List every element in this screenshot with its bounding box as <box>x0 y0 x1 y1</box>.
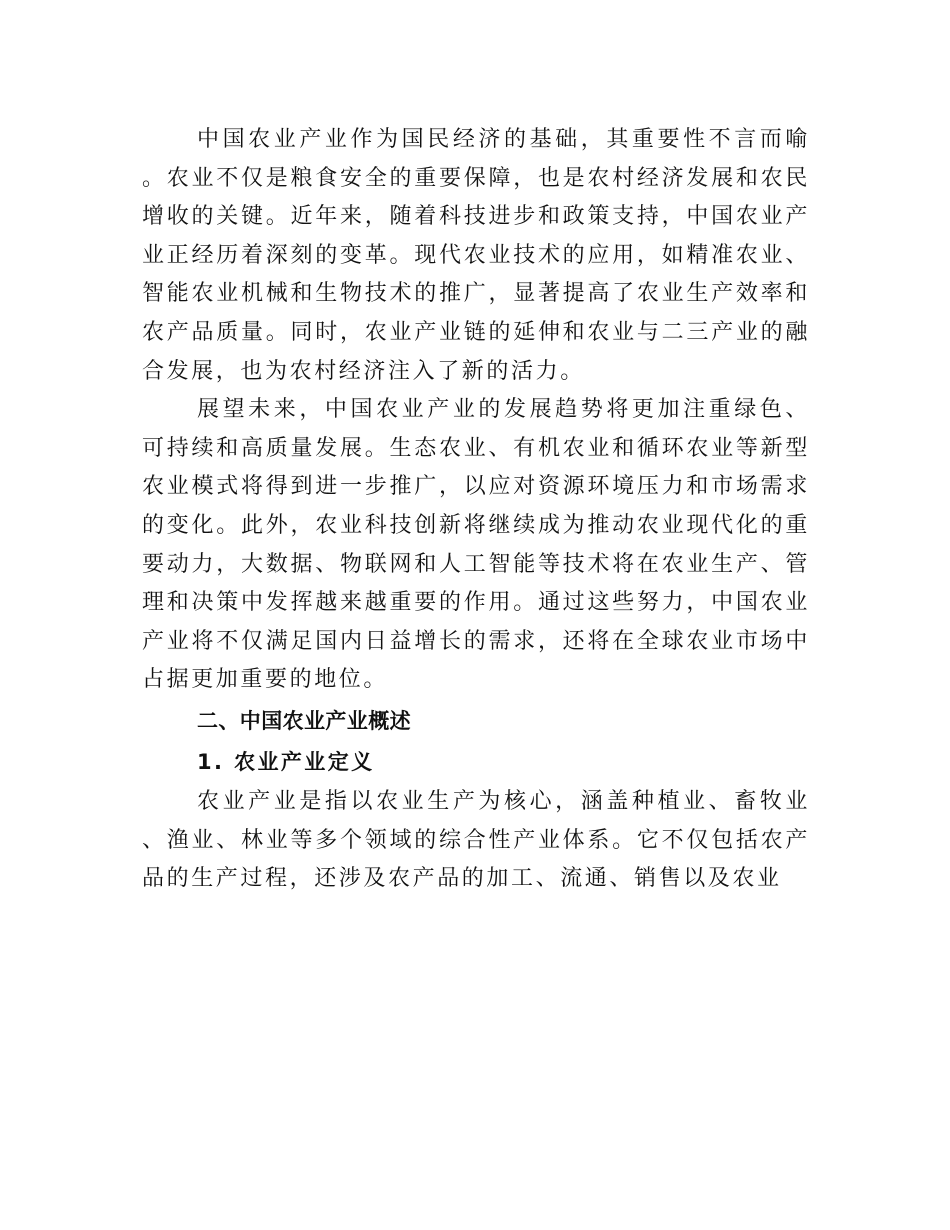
definition-paragraph: 农业产业是指以农业生产为核心，涵盖种植业、畜牧业、渔业、林业等多个领域的综合性产业体系。它不仅包括农产品的生产过程，还涉及农产品的加工、流通、销售以及农业 <box>142 788 810 892</box>
section-heading: 二、中国农业产业概述 <box>197 708 411 733</box>
outlook-paragraph: 展望未来，中国农业产业的发展趋势将更加注重绿色、可持续和高质量发展。生态农业、有机农业和循环农业等新型农业模式将得到进一步推广，以应对资源环境压力和市场需求的变化。此外，农业科技创新将继续成为推动农业现代化的重要动力，大数据、物联网和人工智能等技术将在农业生产、管理和决策中发挥越来越重要的作用。通过这些努力，中国农业产业将不仅满足国内日益增长的需求，还将在全球农业市场中占据更加重要的地位。 <box>142 397 810 693</box>
subsection-heading: 1. 农业产业定义 <box>197 749 375 774</box>
document-page <box>142 121 810 899</box>
intro-paragraph: 中国农业产业作为国民经济的基础，其重要性不言而喻。农业不仅是粮食安全的重要保障，也是农村经济发展和农民增收的关键。近年来，随着科技进步和政策支持，中国农业产业正经历着深刻的变革。现代农业技术的应用，如精准农业、智能农业机械和生物技术的推广，显著提高了农业生产效率和农产品质量。同时，农业产业链的延伸和农业与二三产业的融合发展，也为农村经济注入了新的活力。 <box>142 127 810 384</box>
